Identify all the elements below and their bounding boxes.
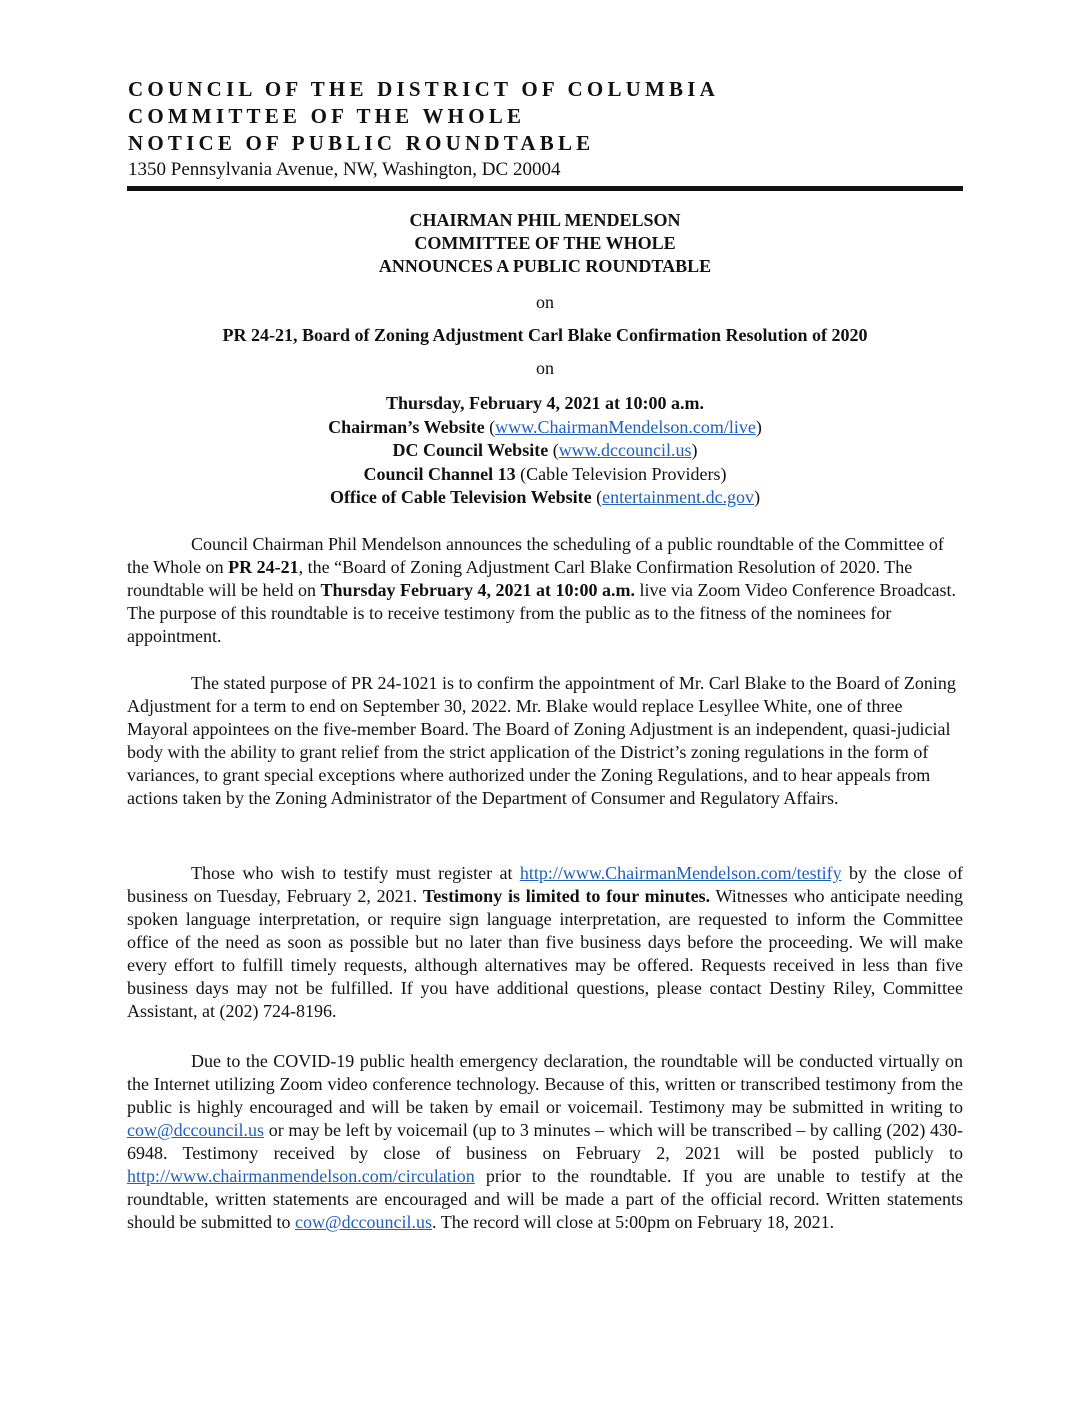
paragraph-purpose: The stated purpose of PR 24-1021 is to confirm the appointment of Mr. Carl Blake to the Board of Zoning Adjustment for a term to end on September 30, 2022. Mr. Blake would replace Lesyllee White, one of three Mayoral appointees on the five-member Board. The Board of Zoning Adjustment is an independent, quasi-judicial body with the ability to grant relief from the strict application of the District’s zoning regulations in the form of variances, to grant special exceptions where authorized under the Zoning Regulations, and to hear appeals from actions taken by the Zoning Administrator of the Department of Consumer and Regulatory Affairs. <box>127 673 956 808</box>
letterhead-notice: NOTICE OF PUBLIC ROUNDTABLE <box>128 131 595 155</box>
letterhead <box>128 76 964 181</box>
channel-label: Council Channel 13 <box>363 463 516 484</box>
para4-text-d: . The record will close at 5:00pm on February 18, 2021. <box>432 1212 835 1232</box>
chairman-website-link[interactable]: www.ChairmanMendelson.com/live <box>495 416 756 437</box>
para1-date: Thursday February 4, 2021 at 10:00 a.m. <box>320 580 635 600</box>
schedule-channel <box>127 463 963 487</box>
circulation-link[interactable]: http://www.chairmanmendelson.com/circulation <box>127 1166 475 1186</box>
para1-text-c: , the “Board of Zoning Adjustment Carl Blake Confirmation Resolution of 2020. The roundtable will be held on <box>127 557 913 600</box>
announcement-chairman: CHAIRMAN PHIL MENDELSON <box>409 210 681 230</box>
para1-text-a: Council Chairman Phil Mendelson announces the scheduling of a public roundtable of the Committee of the Whole on <box>127 534 944 577</box>
para3-text-b: by the close of business on Tuesday, February 2, 2021. <box>127 863 963 906</box>
chairman-website-label: Chairman’s Website <box>328 416 485 437</box>
email-link[interactable]: cow@dccouncil.us <box>295 1212 433 1232</box>
schedule-council-website: DC Council Website (www.dccouncil.us) <box>392 440 698 460</box>
schedule-chairman-website: Chairman’s Website (www.ChairmanMendelson.com/live) <box>328 416 762 437</box>
schedule-octv-website: Office of Cable Television Website (entertainment.dc.gov) <box>329 487 761 507</box>
announcement-heading: ANNOUNCES A PUBLIC ROUNDTABLE <box>378 256 712 276</box>
channel-note: (Cable Television Providers) <box>520 463 727 484</box>
para3-text-d: Witnesses who anticipate needing spoken language interpretation, or require sign language interpretation, are requested to inform the Committee office of the need as soon as possible but no later than five business days before the proceeding. We will make every effort to fulfill timely requests, although alternatives may be offered. Requests received in less than five business days may not be fulfilled. If you have additional questions, please contact Destiny Riley, Committee Assistant, at (202) 724-8196. <box>127 886 963 1021</box>
octv-website-link[interactable]: entertainment.dc.gov <box>602 487 755 507</box>
para4-text-c: prior to the roundtable. If you are unable to testify at the roundtable, written statements are encouraged and will be made a part of the official record. Written statements should be submitted to <box>127 1166 963 1232</box>
para3-text-a: Those who wish to testify must register at <box>191 863 520 883</box>
resolution-title: PR 24-21, Board of Zoning Adjustment Carl Blake Confirmation Resolution of 2020 <box>222 325 868 345</box>
header-rule <box>127 186 963 191</box>
on-text: on <box>536 358 554 378</box>
announcement-committee: COMMITTEE OF THE WHOLE <box>414 233 676 253</box>
schedule-datetime: Thursday, February 4, 2021 at 10:00 a.m. <box>385 393 704 413</box>
council-website-label: DC Council Website <box>392 440 549 460</box>
schedule-block <box>127 392 963 510</box>
para4-text-a: Due to the COVID-19 public health emergency declaration, the roundtable will be conducted virtually on the Internet utilizing Zoom video conference technology. Because of this, written or transcribed testimony from the public is highly encouraged and will be taken by email or voicemail. Testimony may be submitted in writing to <box>127 1051 963 1117</box>
email-link[interactable]: cow@dccouncil.us <box>127 1120 265 1140</box>
testify-link[interactable]: http://www.ChairmanMendelson.com/testify <box>519 863 842 883</box>
letterhead-committee: COMMITTEE OF THE WHOLE <box>128 104 526 128</box>
council-website-link[interactable]: www.dccouncil.us <box>558 440 692 460</box>
paragraph-announcement <box>127 533 963 648</box>
paragraph-covid <box>127 1050 963 1234</box>
announcement-block <box>127 209 963 278</box>
para4-text-b: or may be left by voicemail (up to 3 minutes – which will be transcribed – by calling (202) 430-6948. Testimony received by close of business on February 2, 2021 will be posted publicly to <box>127 1120 963 1163</box>
paragraph-registration <box>127 862 963 1023</box>
para3-time-limit: Testimony is limited to four minutes. <box>422 886 711 906</box>
on-text: on <box>536 292 554 312</box>
letterhead-council: COUNCIL OF THE DISTRICT OF COLUMBIA <box>128 77 719 101</box>
para1-bill-number: PR 24-21 <box>228 557 299 577</box>
letterhead-address: 1350 Pennsylvania Avenue, NW, Washington, DC 20004 <box>128 159 561 180</box>
octv-website-label: Office of Cable Television Website <box>329 487 592 507</box>
para1-text-e: live via Zoom Video Conference Broadcast. The purpose of this roundtable is to receive testimony from the public as to the fitness of the nominees for appointment. <box>127 580 956 646</box>
